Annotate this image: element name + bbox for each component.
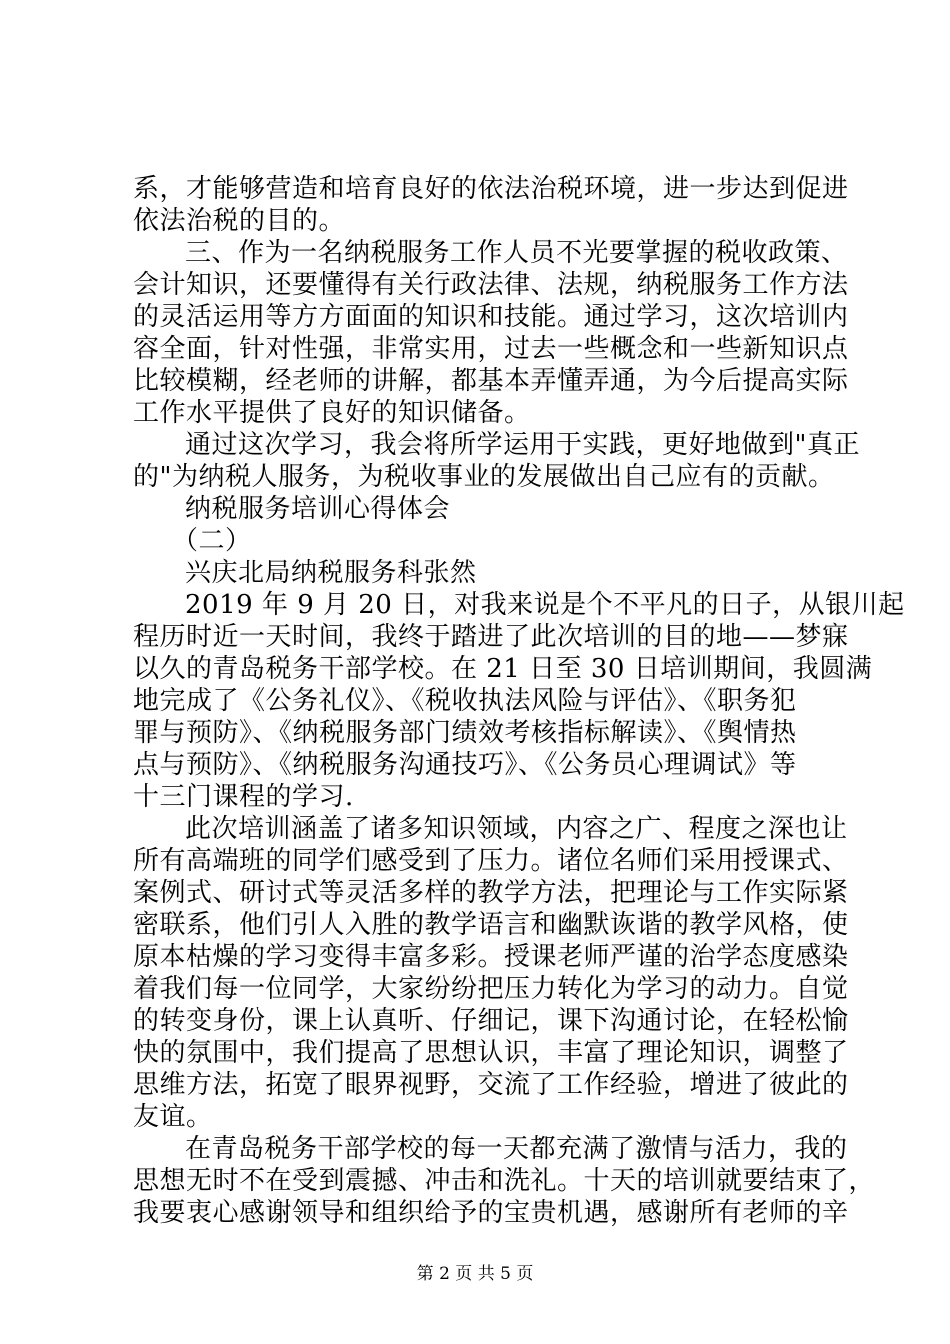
- text-line: 友谊。: [133, 1102, 213, 1132]
- text-line: 系，才能够营造和培育良好的依法治税环境，进一步达到促进: [133, 174, 849, 204]
- text-line: 思想无时不在受到震撼、冲击和洗礼。十天的培训就要结束了，: [133, 1166, 876, 1196]
- text-line: 地完成了《公务礼仪》、《税收执法风险与评估》、《职务犯: [133, 686, 797, 716]
- text-line: 以久的青岛税务干部学校。在 21 日至 30 日培训期间，我圆满: [133, 654, 873, 684]
- text-line: 容全面，针对性强，非常实用，过去一些概念和一些新知识点: [133, 334, 849, 364]
- text-line: 工作水平提供了良好的知识储备。: [133, 398, 531, 428]
- text-line: 比较模糊，经老师的讲解，都基本弄懂弄通，为今后提高实际: [133, 366, 849, 396]
- text-line: 密联系，他们引人入胜的教学语言和幽默诙谐的教学风格，使: [133, 910, 849, 940]
- text-line: 程历时近一天时间，我终于踏进了此次培训的目的地——梦寐: [133, 622, 849, 652]
- text-line: 通过这次学习，我会将所学运用于实践，更好地做到"真正: [185, 430, 860, 460]
- text-line: 2019 年 9 月 20 日，对我来说是个不平凡的日子，从银川起: [185, 590, 905, 620]
- text-line: 的"为纳税人服务，为税收事业的发展做出自己应有的贡献。: [133, 462, 835, 492]
- text-line: 罪与预防》、《纳税服务部门绩效考核指标解读》、《舆情热: [133, 718, 797, 748]
- text-line: 依法治税的目的。: [133, 206, 346, 236]
- text-line: 点与预防》、《纳税服务沟通技巧》、《公务员心理调试》等: [133, 750, 797, 780]
- text-line: 会计知识，还要懂得有关行政法律、法规，纳税服务工作方法: [133, 270, 849, 300]
- text-line: 我要衷心感谢领导和组织给予的宝贵机遇，感谢所有老师的辛: [133, 1198, 849, 1228]
- section-title: 纳税服务培训心得体会: [185, 494, 451, 524]
- text-line: 三、作为一名纳税服务工作人员不光要掌握的税收政策、: [185, 238, 848, 268]
- text-line: 十三门课程的学习.: [133, 782, 354, 812]
- text-line: 在青岛税务干部学校的每一天都充满了激情与活力，我的: [185, 1134, 848, 1164]
- text-line: 的转变身份，课上认真听、仔细记，课下沟通讨论，在轻松愉: [133, 1006, 849, 1036]
- text-line: 思维方法，拓宽了眼界视野，交流了工作经验，增进了彼此的: [133, 1070, 849, 1100]
- text-line: 所有高端班的同学们感受到了压力。诸位名师们采用授课式、: [133, 846, 849, 876]
- text-line: 案例式、研讨式等灵活多样的教学方法，把理论与工作实际紧: [133, 878, 849, 908]
- text-line: 原本枯燥的学习变得丰富多彩。授课老师严谨的治学态度感染: [133, 942, 849, 972]
- page-number-footer: 第 2 页 共 5 页: [416, 1264, 534, 1284]
- text-line: 此次培训涵盖了诸多知识领域，内容之广、程度之深也让: [185, 814, 848, 844]
- text-line: 快的氛围中，我们提高了思想认识，丰富了理论知识，调整了: [133, 1038, 849, 1068]
- author-line: 兴庆北局纳税服务科张然: [185, 558, 477, 588]
- text-line: 着我们每一位同学，大家纷纷把压力转化为学习的动力。自觉: [133, 974, 849, 1004]
- text-line: 的灵活运用等方方面面的知识和技能。通过学习，这次培训内: [133, 302, 849, 332]
- section-number: （二）: [172, 526, 252, 556]
